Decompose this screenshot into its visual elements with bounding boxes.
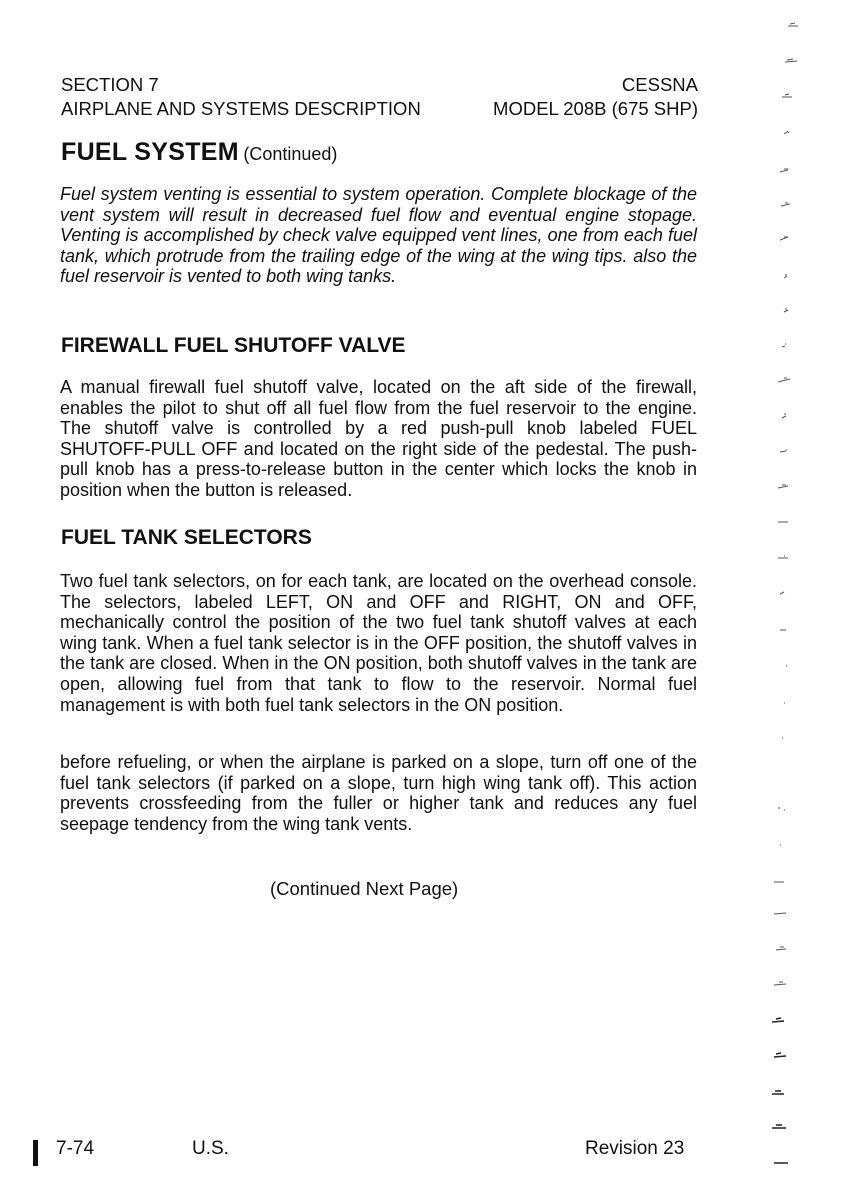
manufacturer-label: CESSNA — [621, 74, 698, 95]
running-header-line-1 — [61, 74, 698, 96]
running-header-line-2 — [61, 98, 698, 120]
footer-region: U.S. — [192, 1138, 229, 1159]
section-label: SECTION 7 — [61, 74, 159, 95]
footer-page-number: 7-74 — [56, 1138, 95, 1159]
model-label: MODEL 208B (675 SHP) — [493, 98, 698, 119]
page-title-main: FUEL SYSTEM — [61, 138, 239, 166]
chapter-label: AIRPLANE AND SYSTEMS DESCRIPTION — [61, 98, 421, 119]
firewall-heading: FIREWALL FUEL SHUTOFF VALVE — [61, 334, 406, 357]
change-bar — [33, 1140, 38, 1166]
page-title — [61, 138, 337, 167]
refueling-paragraph: before refueling, or when the airplane is parked on a slope, turn off one of the fuel tank selectors (if parked on a slope, turn high wing tank off). This action prevents crossfeeding from the fuller or higher tank and reduces any fuel seepage tendency from the wing tank vents. — [60, 752, 697, 834]
firewall-paragraph: A manual firewall fuel shutoff valve, located on the aft side of the firewall, enables the pilot to shut off all fuel flow from the fuel reservoir to the engine. The shutoff valve is controlled by a red push-pull knob labeled FUEL SHUTOFF-PULL OFF and located on the right side of the pedestal. The push-pull knob has a press-to-release button in the center which locks the knob in position when the button is released. — [60, 377, 697, 500]
selectors-paragraph: Two fuel tank selectors, on for each tank, are located on the overhead console. The selectors, labeled LEFT, ON and OFF and RIGHT, ON and OFF, mechanically control the position of the two fuel tank shutoff valves at each wing tank. When a fuel tank selector is in the OFF position, the shutoff valves in the tank are closed. When in the ON position, both shutoff valves in the tank are open, allowing fuel from that tank to flow to the reservoir. Normal fuel management is with both fuel tank selectors in the ON position. — [60, 571, 697, 715]
page-title-suffix: (Continued) — [243, 144, 338, 164]
venting-paragraph — [60, 184, 697, 287]
footer-revision: Revision 23 — [585, 1138, 685, 1159]
selectors-heading: FUEL TANK SELECTORS — [61, 526, 312, 549]
venting-paragraph-text: Fuel system venting is essential to system operation. Complete blockage of the vent system will result in decreased fuel flow and eventual engine stopage. Venting is accomplished by check valve equipped vent lines, one from each fuel tank, which protrude from the trailing edge of the wing at the wing tips. also the fuel reservoir is vented to both wing tanks. — [60, 184, 697, 287]
scan-margin-marks — [760, 0, 847, 1191]
continued-note: (Continued Next Page) — [270, 878, 459, 899]
